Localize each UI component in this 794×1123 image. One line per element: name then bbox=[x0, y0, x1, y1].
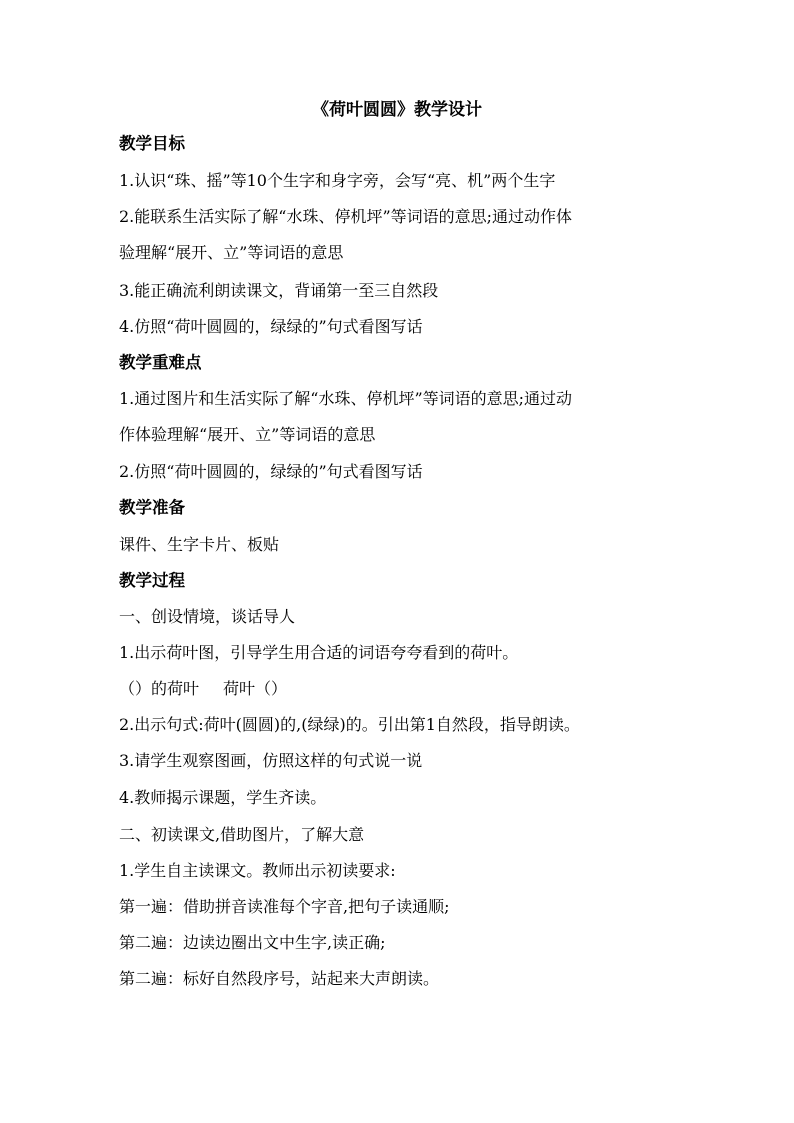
process-item: 2.出示句式:荷叶(圆圆)的,(绿绿)的。引出第1自然段，指导朗读。 bbox=[119, 715, 580, 734]
process-item: 1.学生自主读课文。教师出示初读要求: bbox=[119, 861, 396, 880]
fill-blank-2: 荷叶（） bbox=[223, 679, 288, 698]
process-item: 3.请学生观察图画，仿照这样的句式说一说 bbox=[119, 751, 423, 770]
goal-item: 2.能联系生活实际了解“水珠、停机坪”等词语的意思;通过动作体 bbox=[119, 207, 573, 226]
heading-key-points: 教学重难点 bbox=[119, 353, 202, 372]
process-part2-title: 二、初读课文,借助图片，了解大意 bbox=[119, 825, 365, 844]
heading-goals: 教学目标 bbox=[119, 134, 185, 153]
process-item: 第二遍：标好自然段序号，站起来大声朗读。 bbox=[119, 969, 440, 988]
key-point-item: 1.通过图片和生活实际了解“水珠、停机坪”等词语的意思;通过动 bbox=[119, 389, 573, 408]
goal-item: 3.能正确流利朗读课文，背诵第一至三自然段 bbox=[119, 281, 439, 300]
goal-item: 4.仿照“荷叶圆圆的，绿绿的”句式看图写话 bbox=[119, 317, 423, 336]
process-item: 第一遍：借助拼音读准每个字音,把句子读通顺; bbox=[119, 897, 450, 916]
document-title: 《荷叶圆圆》教学设计 bbox=[312, 100, 482, 120]
heading-prep: 教学准备 bbox=[119, 498, 185, 517]
fill-blank-1: （）的荷叶 bbox=[119, 679, 200, 698]
goal-item: 验理解“展开、立”等词语的意思 bbox=[119, 243, 344, 262]
process-item: 1.出示荷叶图，引导学生用合适的词语夸夸看到的荷叶。 bbox=[119, 643, 519, 662]
goal-item: 1.认识“珠、摇”等10个生字和身字旁，会写“亮、机”两个生字 bbox=[119, 171, 556, 190]
heading-process: 教学过程 bbox=[119, 571, 185, 590]
key-point-item: 2.仿照“荷叶圆圆的，绿绿的”句式看图写话 bbox=[119, 462, 423, 481]
key-point-item: 作体验理解“展开、立”等词语的意思 bbox=[119, 425, 376, 444]
process-item: 4.教师揭示课题，学生齐读。 bbox=[119, 788, 327, 807]
process-item: 第二遍：边读边圈出文中生字,读正确; bbox=[119, 933, 386, 952]
prep-text: 课件、生字卡片、板贴 bbox=[119, 535, 280, 554]
process-fill-blanks bbox=[119, 677, 287, 701]
process-part1-title: 一、创设情境，谈话导人 bbox=[119, 607, 296, 626]
